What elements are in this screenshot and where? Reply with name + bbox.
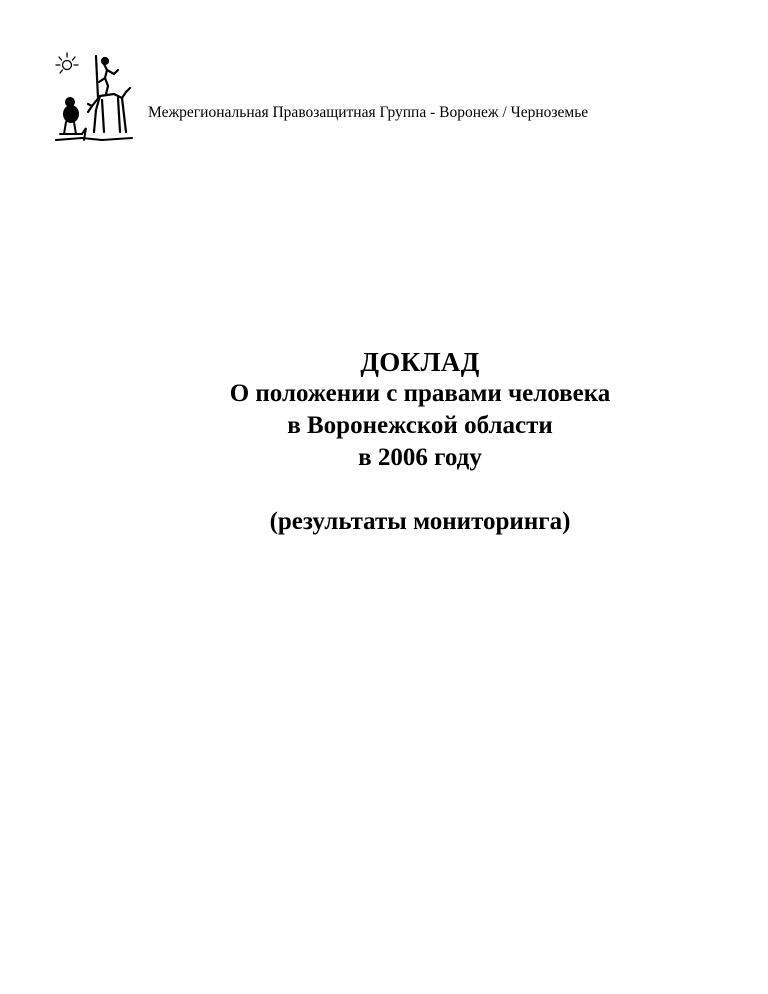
organization-name: Межрегиональная Правозащитная Группа - Воронеж / Черноземье (148, 104, 589, 121)
report-title-line-1: О положении с правами человека (229, 380, 611, 407)
don-quixote-sketch-icon (52, 48, 138, 146)
report-title-line-2: в Воронежской области (287, 412, 553, 439)
report-subtitle: (результаты мониторинга) (269, 508, 571, 535)
report-title: ДОКЛАД (360, 347, 480, 377)
report-title-block (0, 346, 768, 538)
report-title-line-3: в 2006 году (358, 444, 482, 471)
